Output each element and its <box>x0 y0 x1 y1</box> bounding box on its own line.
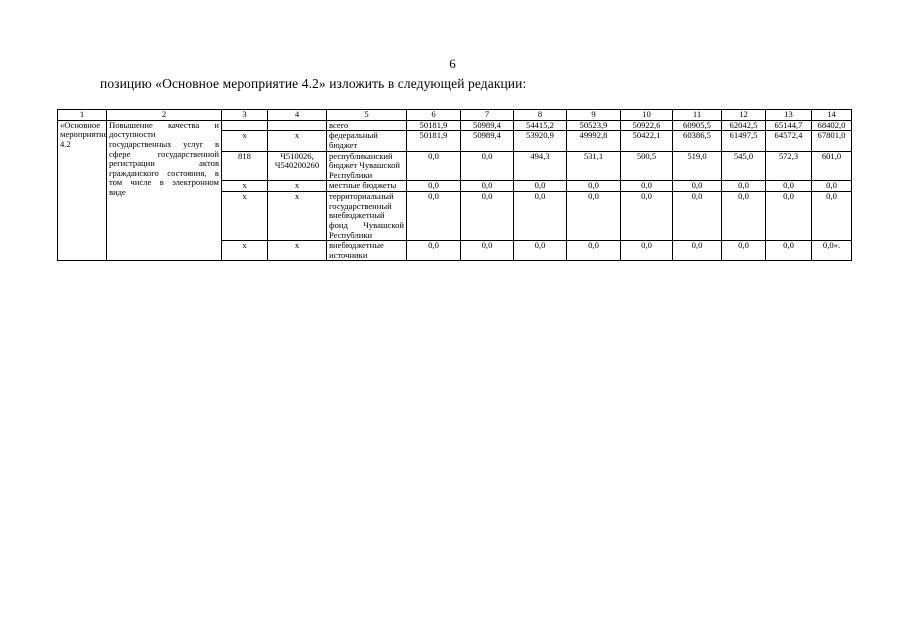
header-cell: 11 <box>673 110 722 121</box>
value-cell: 0,0 <box>722 192 766 241</box>
header-cell: 12 <box>722 110 766 121</box>
value-cell: 50422,1 <box>621 131 673 151</box>
value-cell: 68402,0 <box>812 120 852 131</box>
intro-paragraph: позицию «Основное мероприятие 4.2» изложить в следующей редакции: <box>100 76 527 91</box>
target-article-cell: x <box>268 131 327 151</box>
funding-source-cell: республиканский бюджет Чувашской Республики <box>327 151 407 181</box>
funding-source-cell: местные бюджеты <box>327 181 407 192</box>
value-cell: 500,5 <box>621 151 673 181</box>
value-cell: 0,0 <box>407 151 461 181</box>
value-cell: 0,0 <box>621 192 673 241</box>
value-cell: 49992,8 <box>567 131 621 151</box>
value-cell: 50523,9 <box>567 120 621 131</box>
target-article-cell: x <box>268 192 327 241</box>
target-article-cell: x <box>268 241 327 261</box>
header-cell: 9 <box>567 110 621 121</box>
program-table <box>57 109 852 261</box>
value-cell: 0,0 <box>722 241 766 261</box>
header-cell: 3 <box>222 110 268 121</box>
header-cell: 6 <box>407 110 461 121</box>
value-cell: 531,1 <box>567 151 621 181</box>
header-cell: 13 <box>766 110 812 121</box>
value-cell: 494,3 <box>514 151 567 181</box>
value-cell: 0,0 <box>461 151 514 181</box>
value-cell: 0,0 <box>812 181 852 192</box>
value-cell: 61497,5 <box>722 131 766 151</box>
value-cell: 0,0 <box>407 181 461 192</box>
header-cell: 8 <box>514 110 567 121</box>
value-cell: 0,0 <box>673 241 722 261</box>
funding-source-cell: территориальный государственный внебюджетный фонд Чувашской Республики <box>327 192 407 241</box>
table-header-row <box>58 110 852 121</box>
target-article-cell <box>268 120 327 131</box>
table-row <box>58 120 852 131</box>
header-cell: 1 <box>58 110 107 121</box>
value-cell: 50922,6 <box>621 120 673 131</box>
budget-code-cell: x <box>222 192 268 241</box>
value-cell: 0,0 <box>621 241 673 261</box>
funding-source-cell: федеральный бюджет <box>327 131 407 151</box>
value-cell: 62042,5 <box>722 120 766 131</box>
value-cell: 0,0 <box>567 192 621 241</box>
budget-code-cell: x <box>222 181 268 192</box>
value-cell: 0,0 <box>514 192 567 241</box>
value-cell: 0,0 <box>407 192 461 241</box>
budget-code-cell: x <box>222 241 268 261</box>
value-cell: 50989,4 <box>461 120 514 131</box>
value-cell: 0,0 <box>766 192 812 241</box>
value-cell: 53920,9 <box>514 131 567 151</box>
budget-code-cell: 818 <box>222 151 268 181</box>
value-cell: 64572,4 <box>766 131 812 151</box>
value-cell: 65144,7 <box>766 120 812 131</box>
target-article-cell: x <box>268 181 327 192</box>
value-cell: 50181,9 <box>407 120 461 131</box>
value-cell: 545,0 <box>722 151 766 181</box>
funding-source-cell: внебюджетные источники <box>327 241 407 261</box>
value-cell: 0,0 <box>514 241 567 261</box>
header-cell: 4 <box>268 110 327 121</box>
value-cell: 0,0 <box>766 241 812 261</box>
header-cell: 10 <box>621 110 673 121</box>
value-cell: 601,0 <box>812 151 852 181</box>
target-article-cell: Ч510026, Ч540200260 <box>268 151 327 181</box>
header-cell: 7 <box>461 110 514 121</box>
value-cell: 519,0 <box>673 151 722 181</box>
value-cell: 0,0 <box>621 181 673 192</box>
value-cell: 60386,5 <box>673 131 722 151</box>
value-cell: 0,0 <box>461 192 514 241</box>
value-cell: 0,0 <box>673 192 722 241</box>
value-cell: 0,0 <box>461 181 514 192</box>
value-cell: 0,0 <box>722 181 766 192</box>
value-cell: 50181,9 <box>407 131 461 151</box>
event-name-cell: «Основное мероприятие 4.2 <box>58 120 107 261</box>
budget-code-cell: x <box>222 131 268 151</box>
value-cell: 0,0 <box>766 181 812 192</box>
value-cell: 60905,5 <box>673 120 722 131</box>
value-cell: 0,0 <box>461 241 514 261</box>
event-description-cell: Повышение качества и доступности государственных услуг в сфере государственной регистрации актов гражданского состояния, в том числе в электронном виде <box>107 120 222 261</box>
value-cell: 0,0 <box>514 181 567 192</box>
value-cell: 67801,0 <box>812 131 852 151</box>
funding-source-cell: всего <box>327 120 407 131</box>
value-cell: 0,0 <box>407 241 461 261</box>
header-cell: 5 <box>327 110 407 121</box>
value-cell: 0,0 <box>567 181 621 192</box>
value-cell: 0,0». <box>812 241 852 261</box>
budget-code-cell <box>222 120 268 131</box>
value-cell: 0,0 <box>567 241 621 261</box>
page-number: 6 <box>449 56 456 71</box>
value-cell: 54415,2 <box>514 120 567 131</box>
value-cell: 50989,4 <box>461 131 514 151</box>
header-cell: 2 <box>107 110 222 121</box>
header-cell: 14 <box>812 110 852 121</box>
value-cell: 0,0 <box>673 181 722 192</box>
value-cell: 572,3 <box>766 151 812 181</box>
value-cell: 0,0 <box>812 192 852 241</box>
